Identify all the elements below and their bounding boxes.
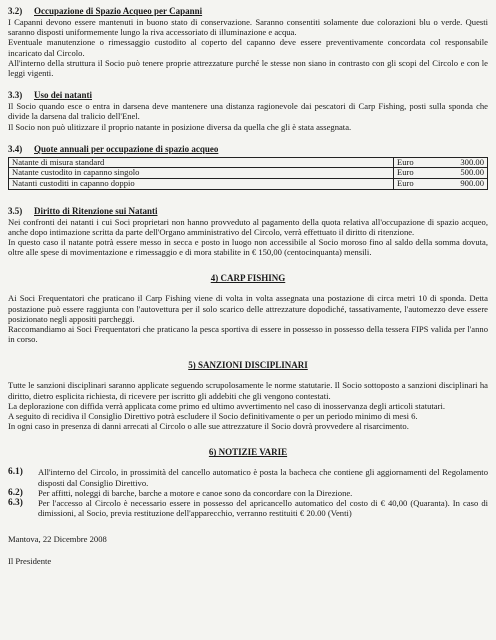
section-title: Quote annuali per occupazione di spazio acqueo [34,143,219,154]
paragraph: Eventuale manutenzione o rimessaggio custodito al coperto del capanno deve essere preventivamente concordata col responsabile incaricato dal Circolo. [8,37,488,58]
paragraph: Il Socio non può ulitizzare il proprio natante in posizione diversa da quella che gli è stata assegnata. [8,121,352,132]
section-4-heading [8,273,488,284]
section-3-4-heading [8,144,488,155]
item-number: 6.1) [8,467,23,478]
section-title: Uso dei natanti [34,90,93,101]
fee-label: Natante di misura standard [9,157,394,168]
place-date: Mantova, 22 Dicembre 2008 [8,534,107,545]
section-3-5-heading [8,206,488,217]
item-text: All'interno del Circolo, in prossimità del cancello automatico è posta la bacheca che contiene gli aggiornamenti del Regolamento disposti dal Consiglio Direttivo. [38,467,488,488]
list-item [8,488,488,498]
paragraph: I Capanni devono essere mantenuti in buono stato di conservazione. Saranno consentiti solamente due colorazioni blu o verde. Questi saranno disposti uniformemente lungo la riva accessoriato di illuminazione e acqua. [8,17,488,38]
section-title: Occupazione di Spazio Acqueo per Capanni [34,6,203,16]
table-row [9,179,488,190]
item-text: Per affitti, noleggi di barche, barche a motore e canoe sono da concordare con la Direzione. [38,487,353,498]
fee-currency: Euro [394,179,445,190]
paragraph: Ai Soci Frequentatori che praticano il Carp Fishing viene di volta in volta assegnata una postazione di circa metri 10 di sponda. Detta postazione può essere raggiunta con l'autovettura per il solo scarico delle attrezzature dopodiché, tassativamente, l'automezzo deve essere posizionato negli appositi parcheggi. [8,293,488,324]
item-number: 6.3) [8,498,23,509]
fee-currency: Euro [394,168,445,179]
section-title: 6) NOTIZIE VARIE [208,447,288,458]
fee-amount: 500.00 [444,168,488,179]
section-number: 3.3) [8,90,23,101]
paragraph: Raccomandiamo ai Soci Frequentatori che praticano la pesca sportiva di essere in possesso in possesso della tessera FIPS valida per l'anno in corso. [8,324,488,345]
item-number: 6.2) [8,487,23,498]
section-5-heading [8,360,488,371]
fee-currency: Euro [394,157,445,168]
paragraph: La deplorazione con diffida verrà applicata come primo ed ultimo avvertimento nel caso di inosservanza degli articoli statutari. [8,400,446,411]
fee-amount: 300.00 [444,157,488,168]
section-number: 3.5) [8,205,23,216]
section-title: 4) CARP FISHING [210,273,286,284]
list-item [8,467,488,487]
item-text: Per l'accesso al Circolo è necessario essere in possesso del apricancello automatico del costo di € 40,00 (Quaranta). In caso di dimissioni, al Socio, previa restituzione dell'apparecchio, verranno restituiti € 20.00 (Venti) [38,498,488,519]
section-title: 5) SANZIONI DISCIPLINARI [188,360,308,371]
section-number: 3.4) [8,143,23,154]
list-item [8,498,488,518]
section-3-3-heading [8,90,488,101]
paragraph: In ogni caso in presenza di danni arrecati al Circolo o alle sue attrezzature il Socio dovrà provvedere al risarcimento. [8,421,409,432]
fee-amount: 900.00 [444,179,488,190]
section-number: 3.2) [8,6,23,16]
paragraph: Tutte le sanzioni disciplinari saranno applicate seguendo scrupolosamente le norme statutarie. Il Socio sottoposto a sanzioni disciplinari ha diritto, dietro esplicita richiesta, di ricevere per iscritto gli addebiti che gli vengono contestati. [8,380,488,401]
section-6-heading [8,447,488,458]
fee-label: Natanti custoditi in capanno doppio [9,179,394,190]
paragraph: Nei confronti dei natanti i cui Soci proprietari non hanno provveduto al pagamento della quota relativa all'occupazione di spazio acqueo, anche dopo intimazione scritta da parte dell'Organo amministrativo del Circolo, verrà effettuato il diritto di ritenzione. [8,216,488,237]
fee-table [8,157,488,190]
section-3-2-heading [8,6,488,17]
paragraph: Il Socio quando esce o entra in darsena deve mantenere una distanza ragionevole dai pescatori di Carp Fishing, posti sulla sponda che divide la darsena dal tralicio dell'Enel. [8,101,488,122]
section-title: Diritto di Ritenzione sui Natanti [34,205,158,216]
fee-label: Natante custodito in capanno singolo [9,168,394,179]
table-row [9,168,488,179]
paragraph: All'interno della struttura il Socio può tenere proprie attrezzature purché le stesse non siano in contrasto con gli scopi del Circolo e con le leggi vigenti. [8,57,488,79]
signature-line: Il Presidente [8,556,52,567]
table-row [9,157,488,168]
paragraph: A seguito di recidiva il Consiglio Direttivo potrà escludere il Socio definitivamente o per un periodo minimo di mesi 6. [8,411,418,422]
paragraph: In questo caso il natante potrà essere messo in secca e posto in luogo non accessibile al Socio moroso fino al saldo della somma dovuta, oltre alle spese di movimentazione e rimessaggio e di mora stabilite in € 150,00 (centocinquanta) mensili. [8,237,488,258]
